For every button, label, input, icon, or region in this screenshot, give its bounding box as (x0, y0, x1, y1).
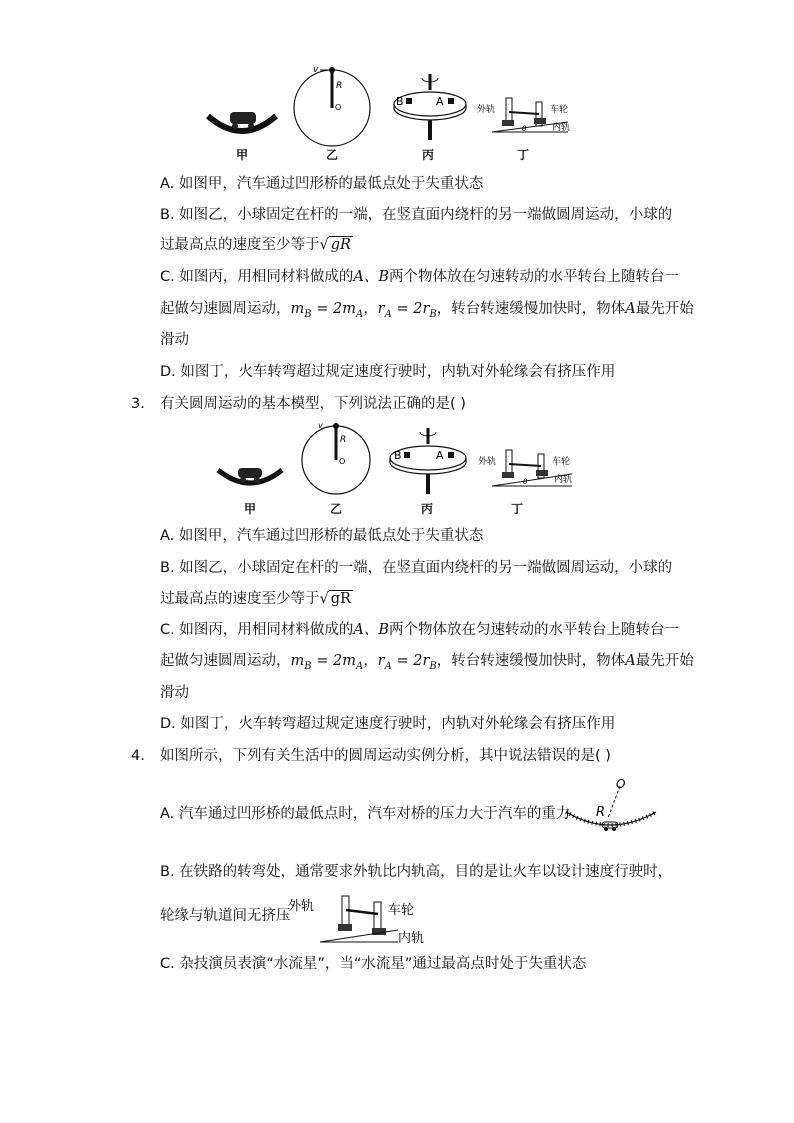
sqrt-radicand: gR (330, 591, 351, 607)
fig-label-ding: 丁 (517, 148, 530, 162)
fig-label-bing: 丙 (422, 148, 435, 162)
sqrt-symbol: √ gR (319, 237, 351, 253)
label-outer-rail: 外轨 (478, 457, 497, 467)
label-R: R (596, 805, 606, 820)
q2-option-c-a: A (625, 301, 636, 317)
fig-label-yi-q3: 乙 (330, 502, 343, 516)
fig-label-jia: 甲 (236, 148, 249, 162)
concave-road-figure-q4 (562, 776, 662, 842)
concave-bridge-figure (208, 112, 276, 131)
q3-option-b-line2 (160, 589, 353, 609)
q4-option-b-line2: 轮缘与轨道间无挤压 (160, 908, 291, 924)
q2-option-c-text2: 两个物体放在匀速转动的水平转台上随转台一 (388, 269, 679, 285)
concave-bridge-figure-q3 (218, 468, 282, 483)
fig-label-jia-q3: 甲 (244, 502, 257, 516)
label-O: O (339, 457, 346, 466)
q4-option-c: C. 杂技演员表演“水流星”，当“水流星”通过最高点时处于失重状态 (160, 956, 587, 972)
q2-option-c-line1 (160, 267, 679, 287)
label-B: B (394, 449, 402, 462)
q2-option-c-text5: 最先开始 (635, 301, 694, 317)
label-v: v (318, 421, 323, 430)
q2-option-b-line2 (160, 235, 353, 255)
q3-stem: 有关圆周运动的基本模型，下列说法正确的是( ) (160, 396, 466, 412)
label-wheel: 车轮 (388, 903, 415, 918)
q4-option-a: A. 汽车通过凹形桥的最低点时，汽车对桥的压力大于汽车的重力 (160, 806, 571, 822)
label-wheel: 车轮 (550, 105, 569, 115)
q3-option-c-formula: $m_B = 2m_A$，$r_A = 2r_B$ (290, 653, 437, 672)
label-O: O (616, 777, 626, 791)
figure-strip-q3 (210, 420, 590, 500)
label-v: v (313, 65, 319, 75)
q4-number: 4. (131, 748, 145, 764)
q2-option-b-line1: B. 如图乙，小球固定在杆的一端，在竖直面内绕杆的另一端做圆周运动，小球的 (160, 207, 673, 223)
q3-option-a: A. 如图甲，汽车通过凹形桥的最低点处于失重状态 (160, 528, 484, 544)
vertical-circle-figure (294, 65, 370, 146)
label-R: R (340, 435, 347, 445)
fig-label-yi: 乙 (326, 148, 339, 162)
q3-option-b-line1: B. 如图乙，小球固定在杆的一端，在竖直面内绕杆的另一端做圆周运动，小球的 (160, 560, 673, 576)
q3-option-c-a: A (625, 653, 636, 669)
label-A: A (436, 95, 444, 108)
label-O: O (335, 103, 342, 112)
q2-option-b-text: 过最高点的速度至少等于 (160, 237, 320, 253)
label-A: A (436, 449, 444, 462)
figure-strip-top (200, 60, 600, 162)
label-inner-rail: 内轨 (552, 123, 571, 133)
fig-label-bing-q3: 丙 (421, 502, 434, 516)
q3-option-c-line3: 滑动 (160, 685, 189, 701)
vertical-circle-figure-q3 (302, 421, 370, 494)
label-outer-rail: 外轨 (288, 899, 315, 914)
turntable-figure-q3 (390, 428, 466, 494)
q2-option-c-formula: $m_B = 2m_A$，$r_A = 2r_B$ (290, 301, 437, 320)
q2-option-d: D. 如图丁，火车转弯超过规定速度行驶时，内轨对外轮缘会有挤压作用 (160, 364, 616, 380)
q2-option-c-line3: 滑动 (160, 332, 189, 348)
tilted-rail-figure (477, 98, 570, 133)
q3-option-c-ab: A、B (353, 622, 389, 638)
q2-option-a: A. 如图甲，汽车通过凹形桥的最低点处于失重状态 (160, 176, 484, 192)
q2-option-c-text4: ，转台转速缓慢加快时，物体 (436, 301, 626, 317)
sqrt-symbol: √ gR (319, 591, 351, 607)
q3-option-c-line2 (160, 651, 694, 677)
tilted-rail-figure-q4 (286, 890, 462, 948)
q3-option-d: D. 如图丁，火车转弯超过规定速度行驶时，内轨对外轮缘会有挤压作用 (160, 716, 616, 732)
q2-option-c-text3: 起做匀速圆周运动， (160, 301, 291, 317)
label-inner-rail: 内轨 (398, 931, 425, 946)
turntable-figure (394, 74, 466, 140)
label-B: B (396, 95, 404, 108)
q3-option-c-text3: 起做匀速圆周运动， (160, 653, 291, 669)
fig-label-ding-q3: 丁 (511, 502, 524, 516)
q4-stem: 如图所示，下列有关生活中的圆周运动实例分析，其中说法错误的是( ) (160, 748, 611, 764)
q2-option-c-ab: A、B (353, 269, 389, 285)
q2-option-c-text1: C. 如图丙，用相同材料做成的 (160, 269, 354, 285)
q3-number: 3. (131, 396, 145, 412)
tilted-rail-figure-q3 (478, 450, 572, 486)
q3-option-c-text4: ，转台转速缓慢加快时，物体 (436, 653, 626, 669)
label-R: R (336, 81, 343, 91)
label-outer-rail: 外轨 (477, 105, 496, 115)
q3-option-c-text1: C. 如图丙，用相同材料做成的 (160, 622, 354, 638)
q3-option-c-line1 (160, 620, 679, 640)
q4-option-b-line1: B. 在铁路的转弯处，通常要求外轨比内轨高，目的是让火车以设计速度行驶时， (160, 864, 673, 880)
sqrt-radicand: gR (330, 237, 351, 253)
label-theta: θ (522, 125, 527, 133)
q3-option-c-text5: 最先开始 (635, 653, 694, 669)
q2-option-c-line2 (160, 299, 694, 325)
label-inner-rail: 内轨 (554, 475, 573, 485)
label-wheel: 车轮 (552, 457, 571, 467)
label-theta: θ (523, 478, 528, 486)
q3-option-c-text2: 两个物体放在匀速转动的水平转台上随转台一 (388, 622, 679, 638)
q3-option-b-text: 过最高点的速度至少等于 (160, 591, 320, 607)
